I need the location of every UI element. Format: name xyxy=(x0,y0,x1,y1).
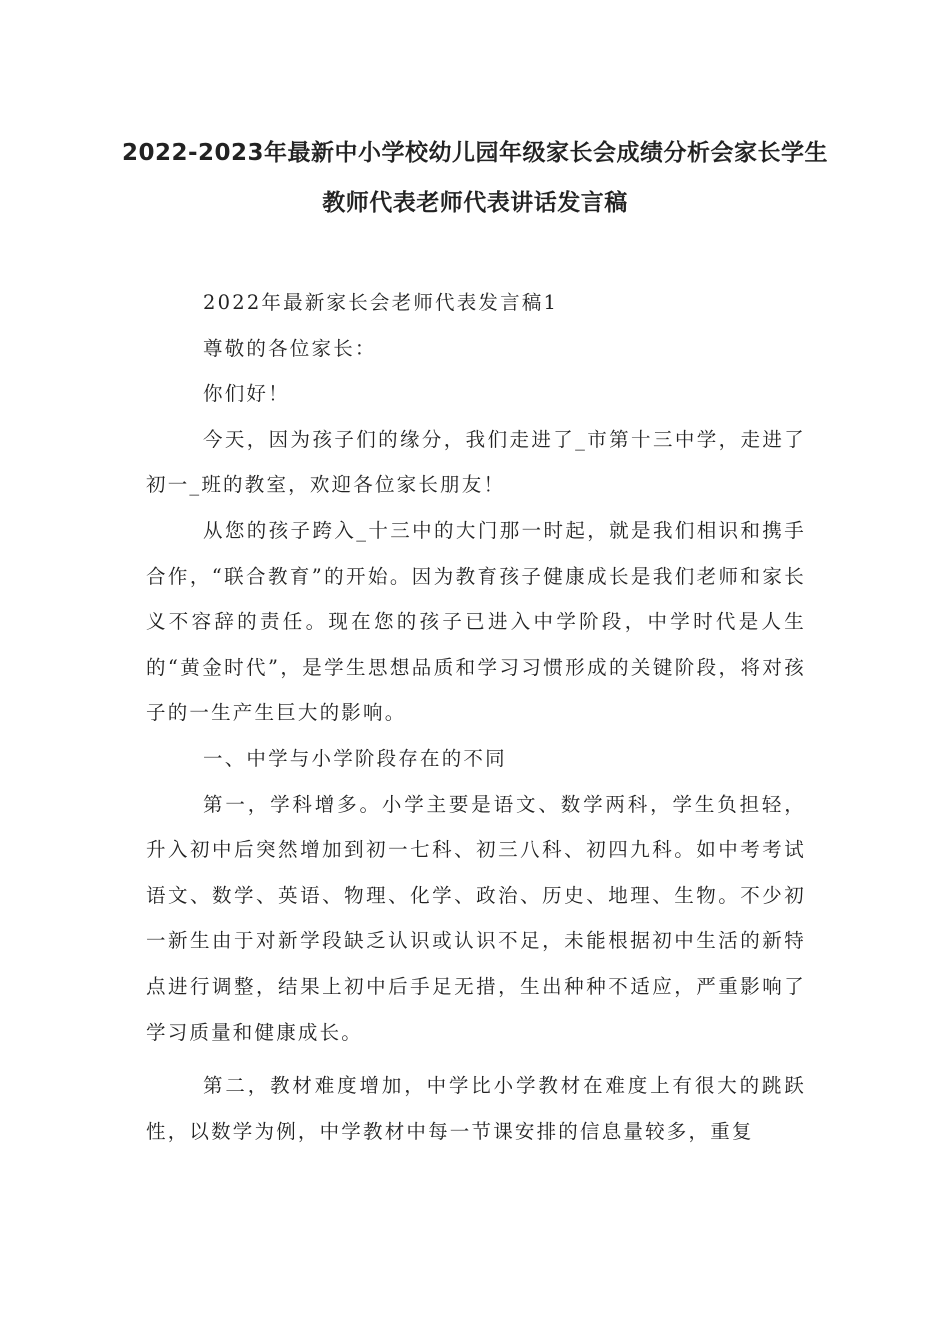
salutation: 尊敬的各位家长： xyxy=(203,336,377,360)
paragraph-welcome: 今天，因为孩子们的缘分，我们走进了_市第十三中学，走进了初一_班的教室，欢迎各位家长朋友！ xyxy=(146,427,806,497)
paragraph-first-point: 第一，学科增多。小学主要是语文、数学两科，学生负担轻，升入初中后突然增加到初一七科、初三八科、初四九科。如中考考试语文、数学、英语、物理、化学、政治、历史、地理、生物。不少初一新生由于对新学段缺乏认识或认识不足，未能根据初中生活的新特点进行调整，结果上初中后手足无措，生出种种不适应，严重影响了学习质量和健康成长。 xyxy=(146,792,806,1044)
title-line-2: 教师代表老师代表讲话发言稿 xyxy=(322,190,628,216)
document-body xyxy=(146,280,806,1154)
section-heading: 一、中学与小学阶段存在的不同 xyxy=(203,746,507,770)
paragraph-cooperation: 从您的孩子跨入_十三中的大门那一时起，就是我们相识和携手合作，“联合教育”的开始。因为教育孩子健康成长是我们老师和家长义不容辞的责任。现在您的孩子已进入中学阶段，中学时代是人生的“黄金时代”，是学生思想品质和学习习惯形成的关键阶段，将对孩子的一生产生巨大的影响。 xyxy=(146,518,806,725)
paragraph-second-point: 第二，教材难度增加，中学比小学教材在难度上有很大的跳跃性，以数学为例，中学教材中每一节课安排的信息量较多，重复 xyxy=(146,1074,806,1143)
title-line-1: 2022-2023年最新中小学校幼儿园年级家长会成绩分析会家长学生 xyxy=(121,140,829,166)
greeting: 你们好！ xyxy=(203,382,290,406)
document-title xyxy=(100,128,850,228)
speech-heading: 2022年最新家长会老师代表发言稿1 xyxy=(203,291,559,314)
